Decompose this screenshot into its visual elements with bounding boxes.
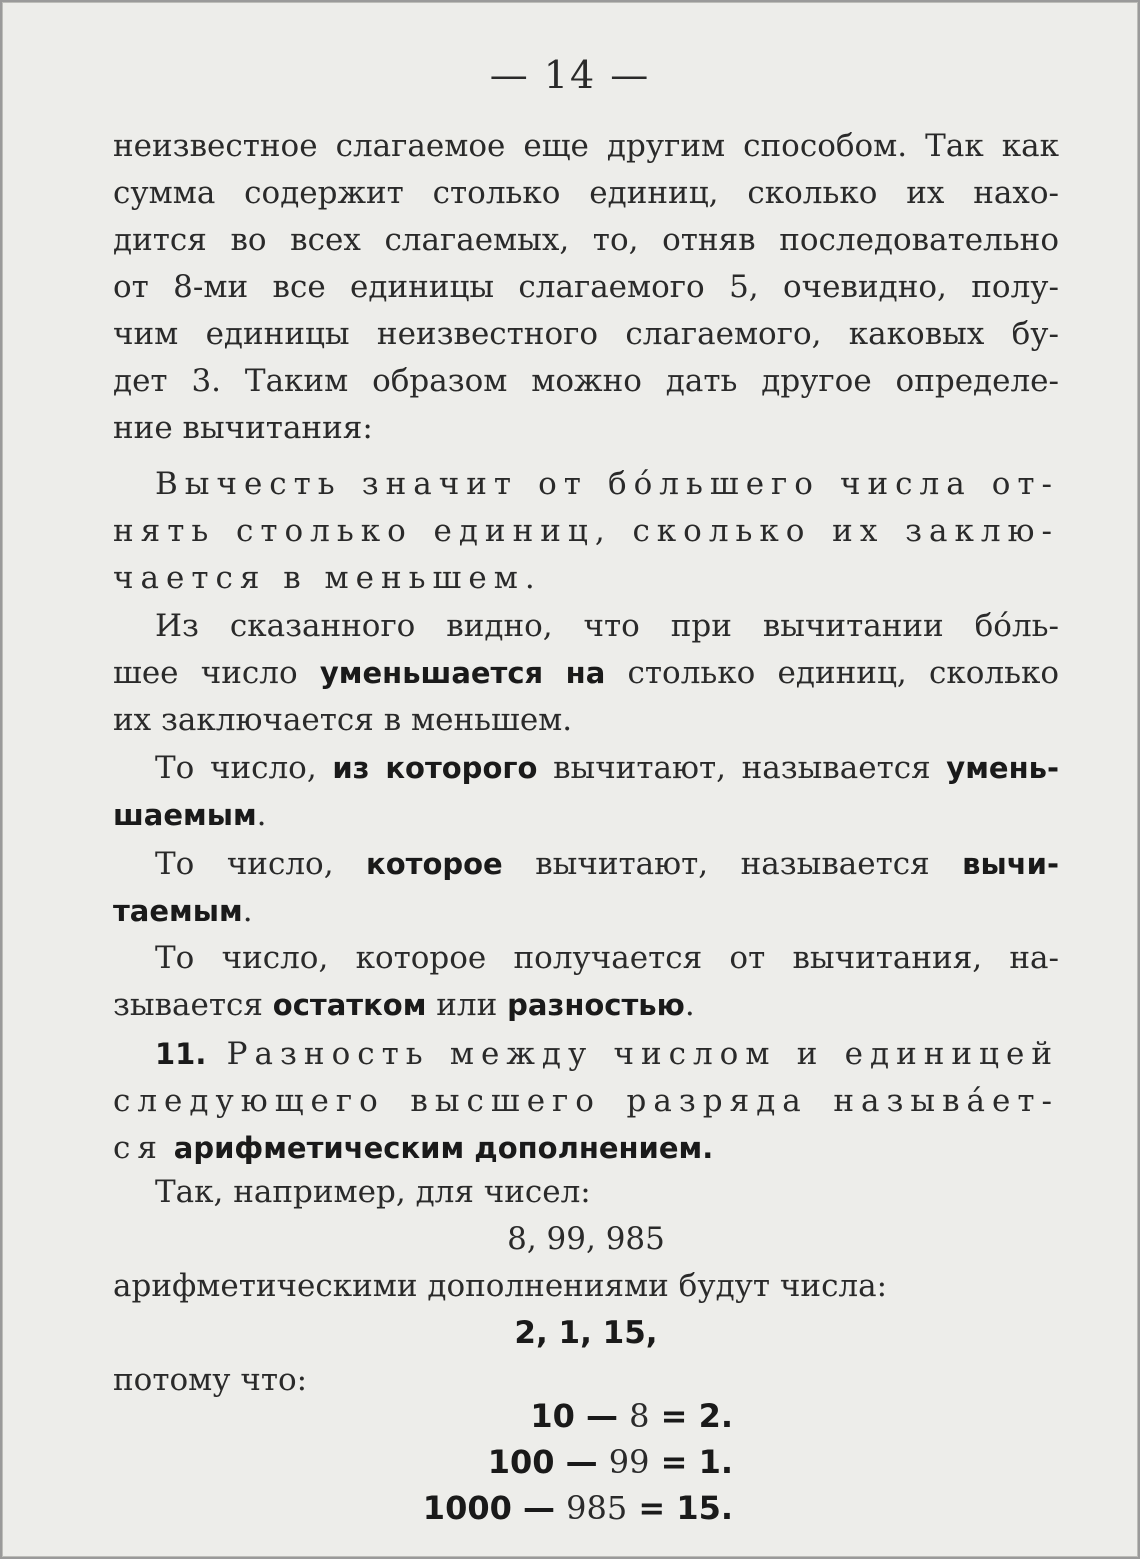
eq-base: 1000 bbox=[422, 1489, 512, 1527]
text-run: столько единиц, сколько bbox=[627, 655, 1059, 691]
bold-term: из которого bbox=[332, 751, 538, 785]
eq-minus: — bbox=[554, 1443, 609, 1481]
eq-equals: = bbox=[649, 1443, 699, 1481]
text-line: от 8-ми все единицы слагаемого 5, очевидно, полу- bbox=[113, 269, 1059, 305]
paragraph-intro bbox=[113, 123, 1059, 452]
bold-term: умень- bbox=[946, 751, 1059, 785]
section-11 bbox=[113, 1031, 1059, 1172]
eq-result: 15. bbox=[676, 1489, 733, 1527]
bold-term: уменьшается на bbox=[319, 656, 606, 690]
bold-term: остатком bbox=[272, 988, 427, 1022]
eq-equals: = bbox=[649, 1397, 699, 1435]
equation-row bbox=[393, 1439, 733, 1485]
eq-result: 1. bbox=[698, 1443, 733, 1481]
book-page bbox=[2, 2, 1138, 1557]
section-line bbox=[113, 1125, 1059, 1172]
bold-term: таемым bbox=[113, 894, 243, 928]
bold-term: разностью bbox=[507, 988, 685, 1022]
section-number: 11. bbox=[155, 1037, 207, 1071]
text-line bbox=[113, 792, 1059, 839]
text-run: или bbox=[436, 987, 498, 1023]
text-line: потому что: bbox=[113, 1362, 308, 1398]
bold-term: шаемым bbox=[113, 798, 257, 832]
text-line: чим единицы неизвестного слагаемого, каковых бу- bbox=[113, 316, 1059, 352]
text-line: их заключается в меньшем. bbox=[113, 702, 573, 738]
text-run: зывается bbox=[113, 987, 263, 1023]
text-line: Из сказанного видно, что при вычитании бо́ль- bbox=[155, 608, 1059, 644]
text-run: вычитают, называется bbox=[553, 750, 931, 786]
text-line: сумма содержит столько единиц, сколько их нахо- bbox=[113, 175, 1059, 211]
text-line: То число, которое получается от вычитания, на- bbox=[155, 940, 1059, 976]
text-run: . bbox=[684, 987, 695, 1023]
bold-term: вычи- bbox=[962, 847, 1059, 881]
definition-line: Вычесть значит от бо́льшего числа от- bbox=[155, 466, 1059, 502]
section-line bbox=[113, 1031, 1059, 1078]
eq-equals: = bbox=[627, 1489, 677, 1527]
eq-subtrahend: 8 bbox=[629, 1397, 650, 1435]
text-line: Так, например, для чисел: bbox=[155, 1174, 591, 1210]
paragraph-subtrahend bbox=[113, 841, 1059, 935]
text-run: . bbox=[242, 893, 253, 929]
example-numbers: 8, 99, 985 bbox=[507, 1221, 665, 1257]
text-line bbox=[113, 982, 1059, 1029]
text-line bbox=[113, 841, 1059, 888]
text-run: вычитают, называется bbox=[535, 846, 930, 882]
eq-subtrahend: 985 bbox=[566, 1489, 628, 1527]
text-line bbox=[113, 745, 1059, 792]
text-run: Разность между числом и единицей bbox=[226, 1036, 1059, 1072]
paragraph-minuend bbox=[113, 745, 1059, 839]
definition-line: чается в меньшем. bbox=[113, 560, 542, 596]
text-line bbox=[113, 650, 1059, 697]
paragraph-decrease bbox=[113, 603, 1059, 744]
eq-base: 10 bbox=[530, 1397, 575, 1435]
text-line: арифметическими дополнениями будут числа: bbox=[113, 1268, 888, 1304]
bold-term: арифметическим дополнением. bbox=[173, 1131, 714, 1165]
eq-subtrahend: 99 bbox=[608, 1443, 650, 1481]
eq-minus: — bbox=[574, 1397, 630, 1435]
equation-row bbox=[393, 1393, 733, 1439]
equation-row bbox=[393, 1485, 733, 1531]
paragraph-difference bbox=[113, 935, 1059, 1029]
example-block bbox=[113, 1169, 1059, 1404]
equations bbox=[393, 1393, 733, 1531]
definition-line: нять столько единиц, сколько их заклю- bbox=[113, 513, 1059, 549]
bold-term: которое bbox=[366, 847, 503, 881]
text-run: ся bbox=[113, 1130, 164, 1166]
eq-base: 100 bbox=[487, 1443, 555, 1481]
text-line bbox=[113, 888, 1059, 935]
section-line: следующего высшего разряда называ́ет- bbox=[113, 1083, 1059, 1119]
text-run: . bbox=[256, 797, 267, 833]
definition-subtraction bbox=[113, 461, 1059, 602]
text-line: дится во всех слагаемых, то, отняв последовательно bbox=[113, 222, 1059, 258]
eq-minus: — bbox=[511, 1489, 567, 1527]
eq-result: 2. bbox=[698, 1397, 733, 1435]
text-line: неизвестное слагаемое еще другим способом. Так как bbox=[113, 128, 1059, 164]
text-line: ние вычитания: bbox=[113, 410, 373, 446]
text-run: То число, bbox=[155, 846, 334, 882]
page-number: — 14 — bbox=[489, 53, 651, 97]
text-run: шее число bbox=[113, 655, 298, 691]
example-results: 2, 1, 15, bbox=[514, 1315, 658, 1351]
text-line: дет 3. Таким образом можно дать другое определе- bbox=[113, 363, 1059, 399]
text-run: То число, bbox=[155, 750, 317, 786]
